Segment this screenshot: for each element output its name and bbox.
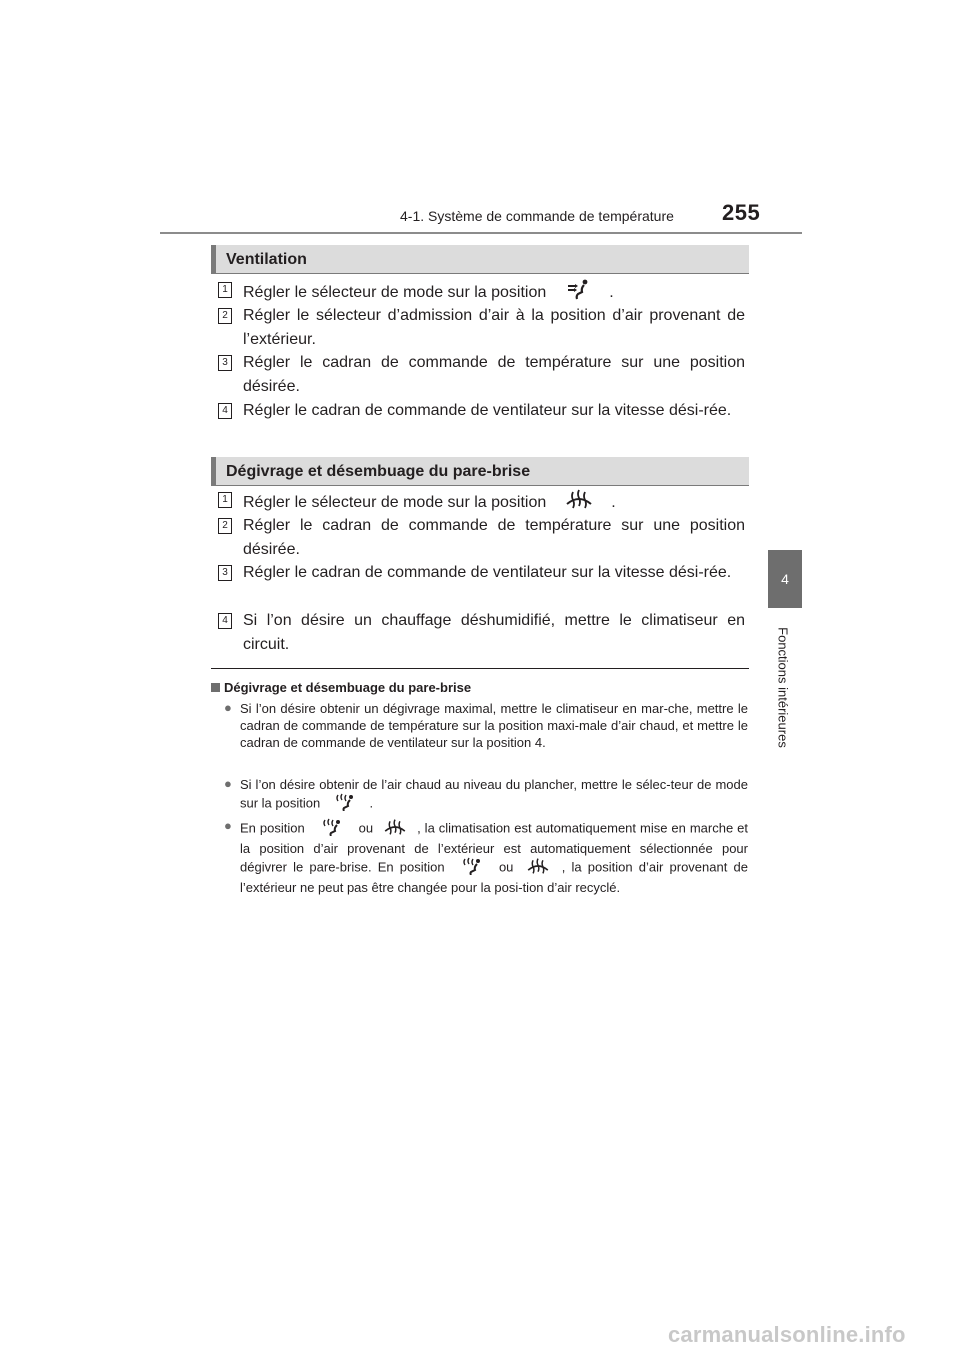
step-number: 2 bbox=[218, 518, 232, 534]
step-number: 2 bbox=[218, 308, 232, 324]
floor-vent-icon bbox=[461, 857, 483, 879]
step-number: 1 bbox=[218, 492, 232, 508]
windshield-defrost-icon bbox=[383, 818, 407, 840]
step-number: 4 bbox=[218, 613, 232, 629]
windshield-defrost-icon bbox=[526, 857, 550, 879]
note-item: Si l’on désire obtenir de l’air chaud au niveau du plancher, mettre le sélec-teur de mode sur la position . bbox=[240, 776, 748, 815]
floor-vent-icon bbox=[321, 818, 343, 840]
step-number: 4 bbox=[218, 403, 232, 419]
step-number: 3 bbox=[218, 565, 232, 581]
section-header-ventilation: Ventilation bbox=[211, 245, 749, 274]
note-item: Si l’on désire obtenir un dégivrage maximal, mettre le climatiseur en mar-che, mettre le cadran de commande de température sur la position maxi-male d’air chaud, et mettre le cadran de commande de ventilateur sur la position 4. bbox=[240, 701, 748, 750]
note-item: En position ou , la climatisation est automatiquement mise en marche et la position d’air provenant de l’extérieur est automatiquement sélectionnée pour dégivrer le pare-brise. En position ou , la position d’air provenant de l’extérieur ne peut pas être changée pour la posi-tion d’air recyclé. bbox=[240, 818, 748, 896]
section-header-defog: Dégivrage et désembuage du pare-brise bbox=[211, 457, 749, 486]
square-bullet-icon bbox=[211, 683, 220, 692]
step-number: 1 bbox=[218, 282, 232, 298]
watermark-text: carmanualsonline.info bbox=[668, 1322, 906, 1347]
chapter-tab-label: Fonctions intérieures bbox=[775, 627, 791, 748]
header-rule bbox=[160, 232, 802, 234]
bullet-icon: ● bbox=[224, 818, 232, 833]
bullet-icon: ● bbox=[224, 776, 232, 791]
step-text: Régler le sélecteur de mode sur la position . bbox=[243, 278, 745, 308]
step-text: Régler le sélecteur de mode sur la position . bbox=[243, 488, 745, 518]
notes-divider bbox=[211, 668, 749, 669]
chapter-tab: 4 bbox=[768, 550, 802, 608]
step-number: 3 bbox=[218, 355, 232, 371]
step-text: Régler le cadran de commande de ventilateur sur la vitesse dési-rée. bbox=[243, 402, 732, 419]
note-heading: Dégivrage et désembuage du pare-brise bbox=[211, 680, 471, 695]
step-text: Régler le cadran de commande de ventilateur sur la vitesse dési-rée. bbox=[243, 564, 732, 581]
step-text: Régler le sélecteur d’admission d’air à la position d’air provenant de l’extérieur. bbox=[243, 307, 745, 348]
bullet-icon: ● bbox=[224, 700, 232, 715]
running-header-title: 4-1. Système de commande de température bbox=[400, 208, 674, 224]
page-number: 255 bbox=[722, 200, 761, 225]
step-text: Si l’on désire un chauffage déshumidifié, mettre le climatiseur en circuit. bbox=[243, 612, 745, 653]
floor-vent-icon bbox=[334, 793, 356, 815]
step-text: Régler le cadran de commande de température sur une position désirée. bbox=[243, 517, 745, 558]
step-text: Régler le cadran de commande de température sur une position désirée. bbox=[243, 354, 745, 395]
